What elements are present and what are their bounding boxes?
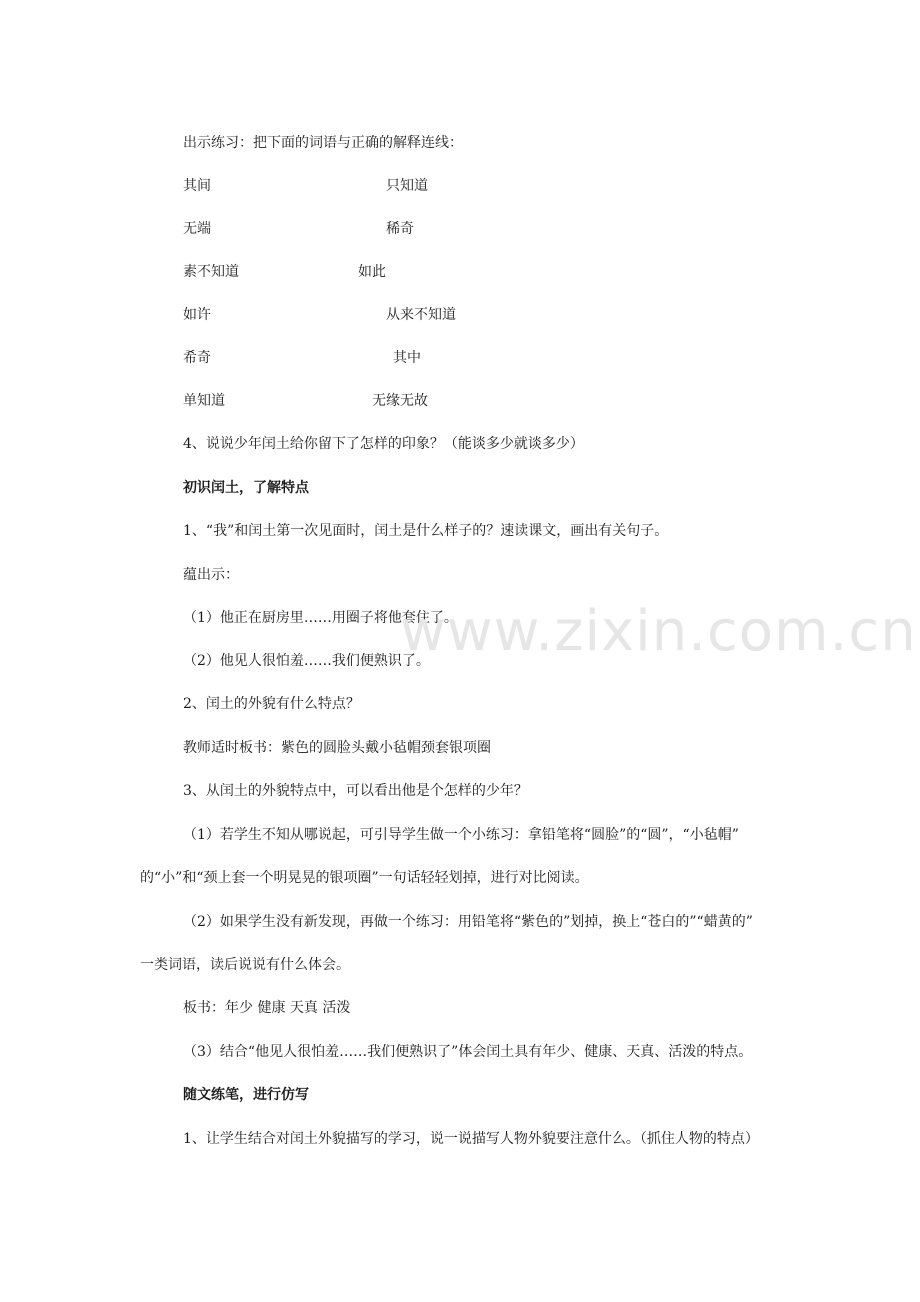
section1-show-label: 蕴出示： [183, 567, 239, 583]
pair-meaning: 如此 [358, 264, 386, 280]
section2-question-1: 1、让学生结合对闰土外貌描写的学习，说一说描写人物外貌要注意什么。（抓住人物的特点） [183, 1131, 759, 1147]
question-4: 4、说说少年闰土给你留下了怎样的印象？（能谈多少就谈多少） [183, 436, 584, 452]
pair-word: 其间 [183, 178, 211, 194]
pair-meaning: 从来不知道 [386, 307, 456, 323]
section-heading-1: 初识闰土，了解特点 [183, 480, 309, 496]
section1-question-2: 2、闰土的外貌有什么特点？ [183, 696, 360, 712]
pair-word: 希奇 [183, 350, 211, 366]
section1-item-1: （1）他正在厨房里……用圈子将他套住了。 [183, 610, 458, 626]
pair-meaning: 稀奇 [386, 221, 414, 237]
pair-meaning: 其中 [393, 350, 421, 366]
word-pair-row [183, 306, 583, 324]
word-pair-row [183, 177, 583, 195]
word-pair-row [183, 220, 583, 238]
pair-word: 素不知道 [183, 264, 239, 280]
pair-meaning: 只知道 [386, 178, 428, 194]
section1-paragraph-2-line-1: （2）如果学生没有新发现，再做一个练习：用铅笔将“紫色的”划掉，换上“苍白的”“蜡黄的” [183, 914, 753, 930]
section1-paragraph-1-line-2: 的“小”和“颈上套一个明晃晃的银项圈”一句话轻轻划掉，进行对比阅读。 [140, 870, 589, 886]
exercise-intro: 出示练习：把下面的词语与正确的解释连线： [183, 135, 463, 151]
section1-question-3: 3、从闰土的外貌特点中，可以看出他是个怎样的少年？ [183, 783, 528, 799]
word-pair-row [183, 349, 583, 367]
section1-question-1: 1、“我”和闰土第一次见面时，闰土是什么样子的？速读课文，画出有关句子。 [183, 523, 669, 539]
pair-meaning: 无缘无故 [372, 393, 428, 409]
pair-word: 无端 [183, 221, 211, 237]
watermark: www.zixin.com.cn [400, 599, 917, 664]
pair-word: 单知道 [183, 393, 225, 409]
word-pair-row [183, 392, 583, 410]
section1-board-2: 板书：年少 健康 天真 活泼 [183, 1000, 351, 1016]
word-pair-row [183, 263, 583, 281]
section1-paragraph-1-line-1: （1）若学生不知从哪说起，可引导学生做一个小练习：拿铅笔将“圆脸”的“圆”，“小毡帽” [183, 827, 739, 843]
pair-word: 如许 [183, 307, 211, 323]
section1-item-2: （2）他见人很怕羞……我们便熟识了。 [183, 653, 430, 669]
section1-board-1: 教师适时板书：紫色的圆脸头戴小毡帽颈套银项圈 [183, 740, 491, 756]
section1-paragraph-2-line-2: 一类词语，读后说说有什么体会。 [140, 957, 350, 973]
section1-paragraph-3: （3）结合“他见人很怕羞……我们便熟识了”体会闰土具有年少、健康、天真、活泼的特点。 [183, 1044, 753, 1060]
section-heading-2: 随文练笔，进行仿写 [183, 1087, 309, 1103]
